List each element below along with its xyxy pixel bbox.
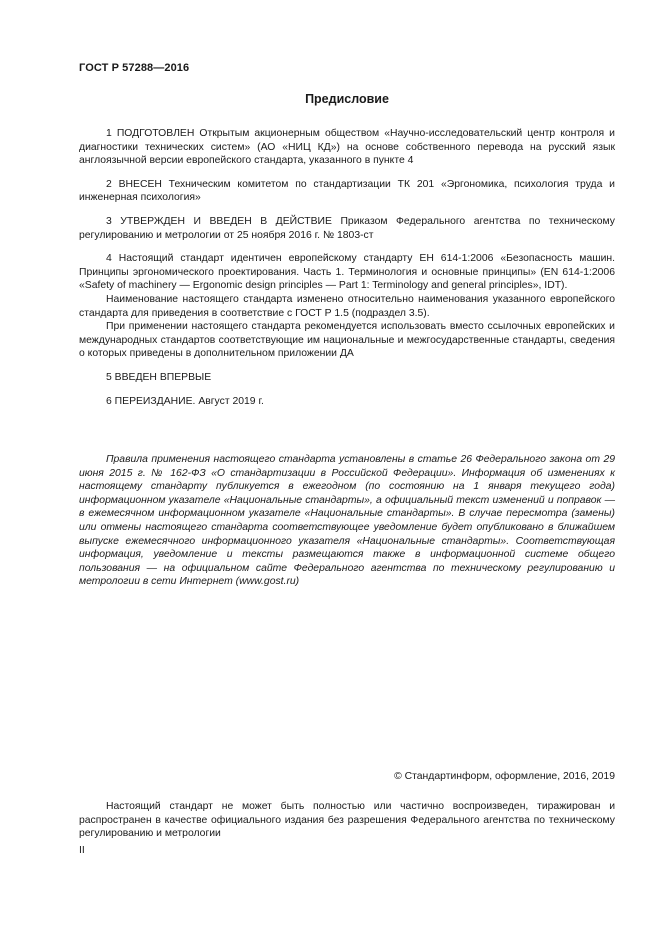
document-code-header: ГОСТ Р 57288—2016 [79,62,190,74]
section-3: 3 УТВЕРЖДЕН И ВВЕДЕН В ДЕЙСТВИЕ Приказом Федерального агентства по техническому регулированию и метрологии от 25 ноября 2016 г. № 1803-ст [79,215,615,241]
section-4: 4 Настоящий стандарт идентичен европейскому стандарту ЕН 614-1:2006 «Безопасность машин. Принципы эргономического проектирования. Часть 1. Терминология и основные принципы» (EN 614-1:2006 «Safety of machinery — Ergonomic design principles — Part 1: Terminology and general principles», IDT). [79,253,615,292]
section-4-application-note: При применении настоящего стандарта рекомендуется использовать вместо ссылочных европейских и международных стандартов соответствующие им национальные и межгосударственные стандарты, сведения о которых приведены в дополнительном приложении ДА [79,321,615,360]
section-1: 1 ПОДГОТОВЛЕН Открытым акционерным обществом «Научно-исследовательский центр контроля и диагностики технических систем» (АО «НИЦ КД») на основе собственного перевода на русский язык англоязычной версии европейского стандарта, указанного в пункте 4 [79,128,615,167]
foreword-body [79,127,615,418]
application-rules-note [79,453,615,589]
page-number: II [79,845,85,856]
section-4-name-note: Наименование настоящего стандарта изменено относительно наименования указанного европейского стандарта для приведения в соответствие с ГОСТ Р 1.5 (подраздел 3.5). [79,293,615,319]
rights-text: Настоящий стандарт не может быть полностью или частично воспроизведен, тиражирован и распространен в качестве официального издания без разрешения Федерального агентства по техническому регулированию и метрологии [79,801,615,840]
rights-notice [79,800,615,841]
page-title: Предисловие [305,92,389,106]
section-2: 2 ВНЕСЕН Техническим комитетом по стандартизации ТК 201 «Эргономика, психология труда и инженерная психология» [79,178,615,204]
section-5: 5 ВВЕДЕН ВПЕРВЫЕ [106,371,212,383]
section-6: 6 ПЕРЕИЗДАНИЕ. Август 2019 г. [106,395,264,407]
application-rules-text: Правила применения настоящего стандарта установлены в статье 26 Федерального закона от 29 июня 2015 г. № 162-ФЗ «О стандартизации в Российской Федерации». Информация об изменениях к настоящему стандарту публикуется в ежегодном (по состоянию на 1 января текущего года) информационном указателе «Национальные стандарты», а официальный текст изменений и поправок — в ежемесячном информационном указателе «Национальные стандарты». В случае пересмотра (замены) или отмены настоящего стандарта соответствующее уведомление будет опубликовано в ближайшем выпуске ежемесячного информационного указателя «Национальные стандарты». Соответствующая информация, уведомление и тексты размещаются также в информационной системе общего пользования — на официальном сайте Федерального агентства по техническому регулированию и метрологии в сети Интернет (www.gost.ru) [79,454,615,588]
copyright-line: © Стандартинформ, оформление, 2016, 2019 [394,771,615,782]
